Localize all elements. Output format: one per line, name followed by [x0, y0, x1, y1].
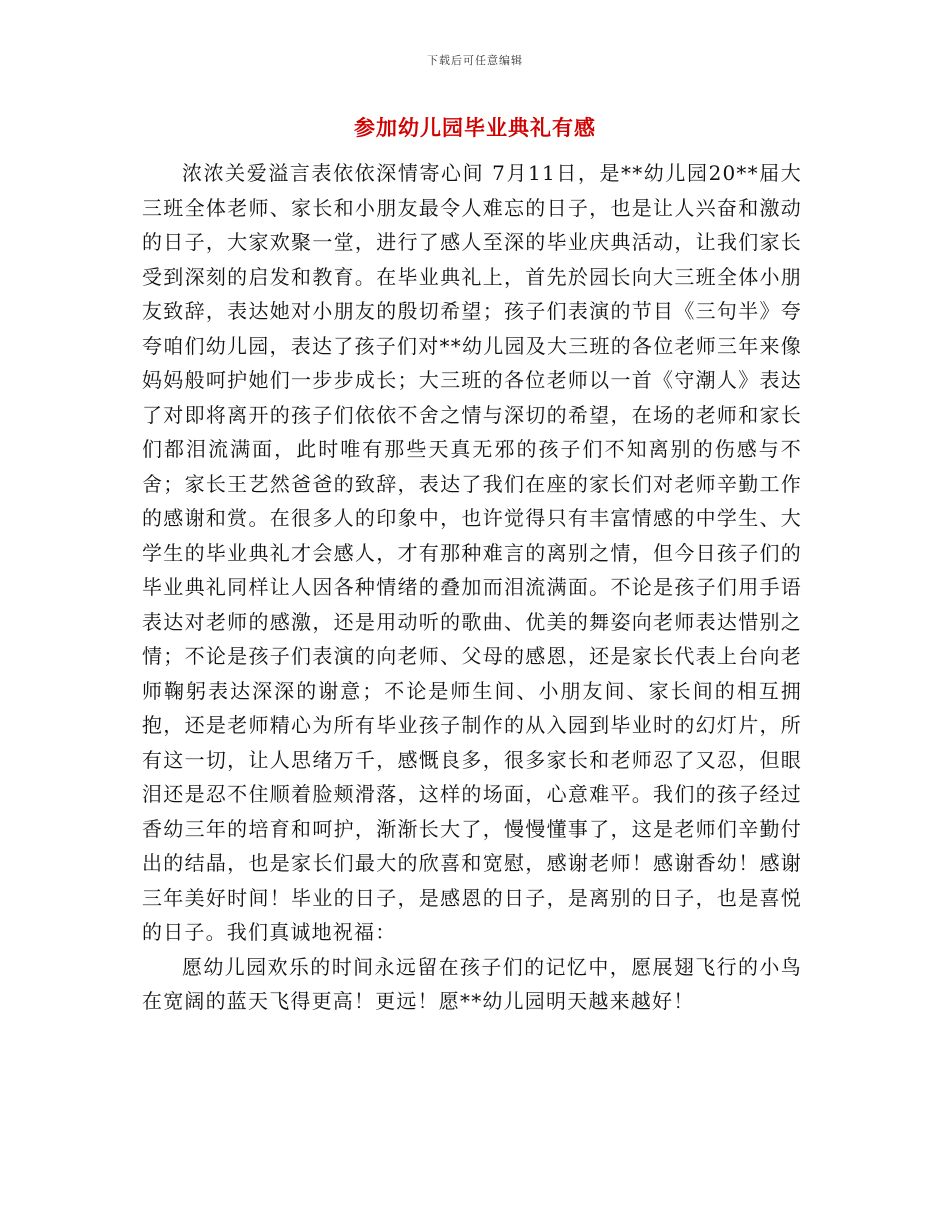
- paragraph-1: 浓浓关爱溢言表依依深情寄心间 7月11日，是**幼儿园20**届大三班全体老师、家长和小朋友最令人难忘的日子，也是让人兴奋和激动的日子，大家欢聚一堂，进行了感人至深的毕业庆典活动，让我们家长受到深刻的启发和教育。在毕业典礼上，首先於园长向大三班全体小朋友致辞，表达她对小朋友的殷切希望；孩子们表演的节目《三句半》夸夸咱们幼儿园，表达了孩子们对**幼儿园及大三班的各位老师三年来像妈妈般呵护她们一步步成长；大三班的各位老师以一首《守潮人》表达了对即将离开的孩子们依依不舍之情与深切的希望，在场的老师和家长们都泪流满面，此时唯有那些天真无邪的孩子们不知离别的伤感与不舍；家长王艺然爸爸的致辞，表达了我们在座的家长们对老师辛勤工作的感谢和赏。在很多人的印象中，也许觉得只有丰富情感的中学生、大学生的毕业典礼才会感人，才有那种难言的离别之情，但今日孩子们的毕业典礼同样让人因各种情绪的叠加而泪流满面。不论是孩子们用手语表达对老师的感激，还是用动听的歌曲、优美的舞姿向老师表达惜别之情；不论是孩子们表演的向老师、父母的感恩，还是家长代表上台向老师鞠躬表达深深的谢意；不论是师生间、小朋友间、家长间的相互拥抱，还是老师精心为所有毕业孩子制作的从入园到毕业时的幻灯片，所有这一切，让人思绪万千，感慨良多，很多家长和老师忍了又忍，但眼泪还是忍不住顺着脸颊滑落，这样的场面，心意难平。我们的孩子经过香幼三年的培育和呵护，渐渐长大了，慢慢懂事了，这是老师们辛勤付出的结晶，也是家长们最大的欣喜和宽慰，感谢老师！感谢香幼！感谢三年美好时间！毕业的日子，是感恩的日子，是离别的日子，也是喜悦的日子。我们真诚地祝福：: [142, 161, 802, 944]
- document-body: [142, 156, 802, 1019]
- paragraph-2: 愿幼儿园欢乐的时间永远留在孩子们的记忆中，愿展翅飞行的小鸟在宽阔的蓝天飞得更高！更远！愿**幼儿园明天越来越好！: [142, 954, 802, 1013]
- header-note: 下载后可任意编辑: [427, 54, 523, 67]
- document-title: 参加幼儿园毕业典礼有感: [354, 116, 596, 140]
